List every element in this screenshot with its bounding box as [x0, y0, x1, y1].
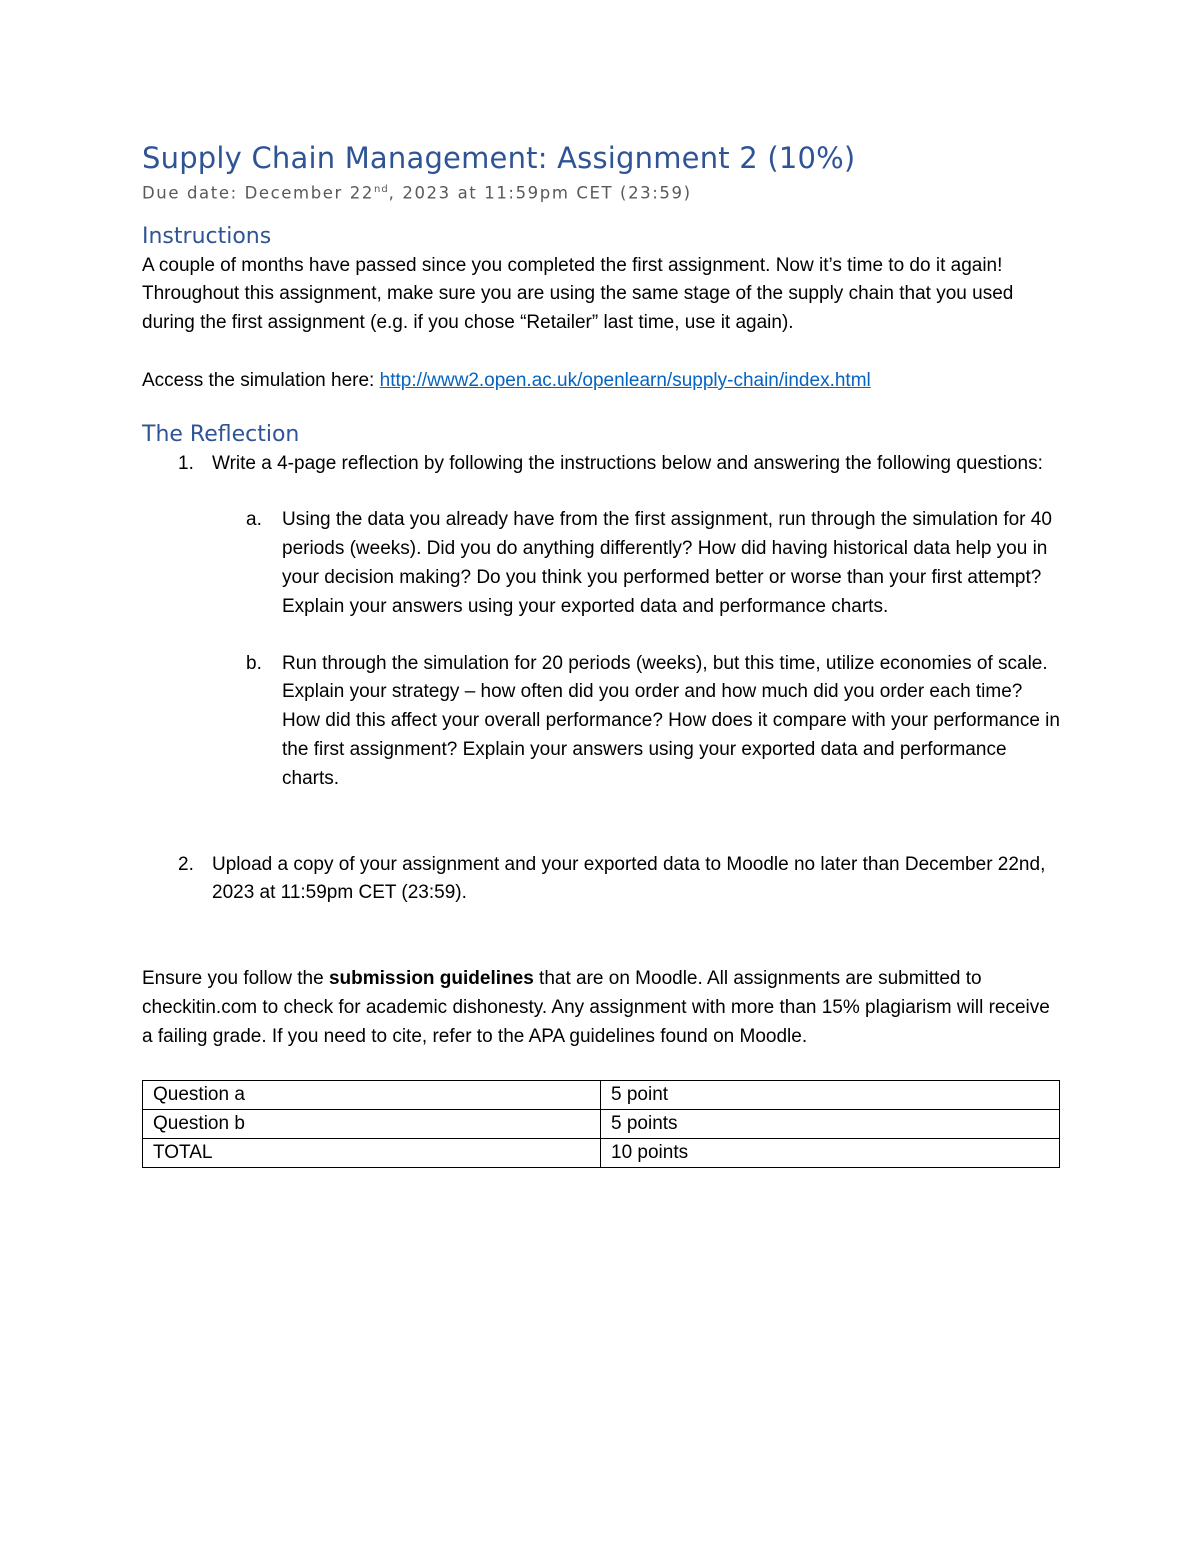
- reflection-list: [142, 450, 1060, 909]
- list-item-text: Write a 4-page reflection by following the instructions below and answering the following questions:: [212, 452, 1043, 474]
- list-item-text: Upload a copy of your assignment and your exported data to Moodle no later than December 22nd, 2023 at 11:59pm CET (23:59).: [212, 853, 1046, 904]
- document-title: Supply Chain Management: Assignment 2 (10%): [142, 141, 856, 175]
- instructions-paragraph: A couple of months have passed since you completed the first assignment. Now it’s time to do it again! Throughout this assignment, make sure you are using the same stage of the supply chain that you used during the first assignment (e.g. if you chose “Retailer” last time, use it again).: [142, 254, 1014, 334]
- access-label: Access the simulation here:: [142, 369, 380, 391]
- table-cell: 10 points: [601, 1138, 1060, 1167]
- grading-table: [142, 1080, 1060, 1168]
- submission-paragraph: [142, 965, 1060, 1051]
- list-item: [178, 851, 1060, 909]
- document-page: [142, 138, 1060, 1168]
- simulation-link[interactable]: http://www2.open.ac.uk/openlearn/supply-chain/index.html: [379, 369, 871, 391]
- reflection-heading: The Reflection: [142, 421, 300, 447]
- list-item-number: 2.: [178, 853, 194, 875]
- table-row: [143, 1109, 1060, 1138]
- table-cell: Question b: [143, 1109, 601, 1138]
- table-row: [143, 1080, 1060, 1109]
- due-date-suffix: nd: [373, 184, 389, 195]
- due-date: [142, 178, 1060, 206]
- table-cell: Question a: [143, 1080, 601, 1109]
- sub-list-item-letter: a.: [246, 509, 262, 531]
- list-item-number: 1.: [178, 452, 194, 474]
- submission-before: Ensure you follow the: [142, 968, 329, 990]
- sub-list-item-letter: b.: [246, 652, 262, 674]
- submission-guidelines-bold: submission guidelines: [328, 968, 534, 990]
- due-date-rest: , 2023 at 11:59pm CET (23:59): [388, 183, 692, 203]
- submission-after: that are on Moodle. All assignments are submitted to checkitin.com to check for academic dishonesty. Any assignment with more than 15% plagiarism will receive a failing grade. If you need to cite, refer to the APA guidelines found on Moodle.: [142, 968, 1050, 1047]
- table-cell: 5 points: [601, 1109, 1060, 1138]
- sub-list-item: [246, 650, 1060, 794]
- sub-list-item: [246, 506, 1060, 621]
- sub-list: [212, 506, 1060, 793]
- access-paragraph: [142, 367, 1060, 396]
- due-date-prefix: Due date: December 22: [142, 183, 374, 203]
- sub-list-item-text: Using the data you already have from the first assignment, run through the simulation for 40 periods (weeks). Did you do anything differently? How did having historical data help you in your decision making? Do you think you performed better or worse than your first attempt? Explain your answers using your exported data and performance charts.: [282, 509, 1052, 617]
- sub-list-item-text: Run through the simulation for 20 periods (weeks), but this time, utilize economies of scale. Explain your strategy – how often did you order and how much did you order each time? How did this affect your overall performance? How does it compare with your performance in the first assignment? Explain your answers using your exported data and performance charts.: [282, 652, 1060, 789]
- table-row: [143, 1138, 1060, 1167]
- table-cell: TOTAL: [143, 1138, 601, 1167]
- instructions-heading: Instructions: [142, 223, 272, 249]
- list-item: [178, 450, 1060, 794]
- table-cell: 5 point: [601, 1080, 1060, 1109]
